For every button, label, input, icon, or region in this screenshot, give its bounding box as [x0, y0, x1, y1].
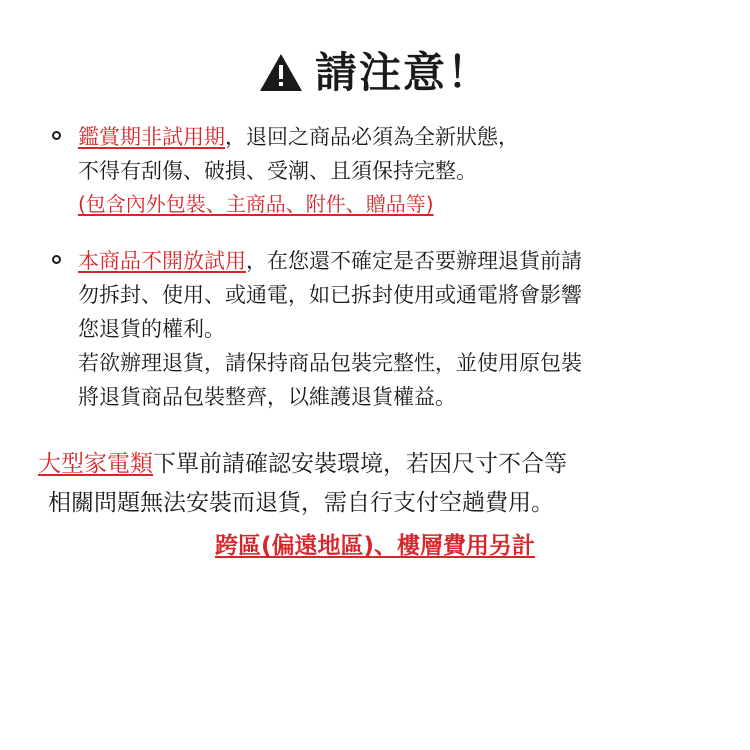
body-text: ，在您還不確定是否要辦理退貨前請 — [246, 249, 582, 274]
body-text: 您退貨的權利。 — [78, 317, 225, 342]
bullet-line — [78, 278, 716, 312]
highlight-text: 大型家電類 — [38, 450, 153, 477]
highlight-text: 跨區(偏遠地區)、樓層費用另計 — [214, 532, 536, 559]
body-text: 若欲辦理退貨，請保持商品包裝完整性，並使用原包裝 — [78, 351, 582, 376]
footer-line-1 — [38, 445, 716, 484]
warning-triangle-icon — [259, 53, 303, 93]
bullet-line — [78, 312, 716, 346]
list-item — [48, 120, 716, 220]
bullet-dot-icon — [52, 131, 61, 140]
list-item — [48, 244, 716, 414]
bullet-line — [78, 154, 716, 188]
bullet-line — [78, 244, 716, 278]
body-text: 勿拆封、使用、或通電，如已拆封使用或通電將會影響 — [78, 283, 582, 308]
body-text: 下單前請確認安裝環境，若因尺寸不合等 — [153, 450, 567, 477]
notice-title-row — [34, 48, 716, 97]
footer-line-2 — [48, 484, 716, 523]
bullet-line — [78, 346, 716, 380]
notice-footer — [34, 445, 716, 566]
body-text: 將退貨商品包裝整齊，以維護退貨權益。 — [78, 385, 456, 410]
body-text: 不得有刮傷、破損、受潮、且須保持完整。 — [78, 159, 477, 184]
bullet-line — [78, 380, 716, 414]
notice-bullet-list — [48, 120, 716, 415]
page-title: 請注意！ — [314, 48, 491, 97]
body-text: 相關問題無法安裝而退貨，需自行支付空趟費用。 — [48, 489, 554, 516]
highlight-text: 本商品不開放試用 — [78, 249, 246, 274]
bullet-dot-icon — [52, 255, 61, 264]
body-text: ，退回之商品必須為全新狀態， — [225, 125, 519, 149]
bullet-line — [78, 188, 716, 220]
bullet-line — [78, 120, 716, 154]
highlight-text: 鑑賞期非試用期 — [78, 125, 225, 149]
highlight-text: (包含內外包裝、主商品、附件、贈品等) — [78, 192, 434, 217]
footer-line-3 — [34, 527, 716, 566]
